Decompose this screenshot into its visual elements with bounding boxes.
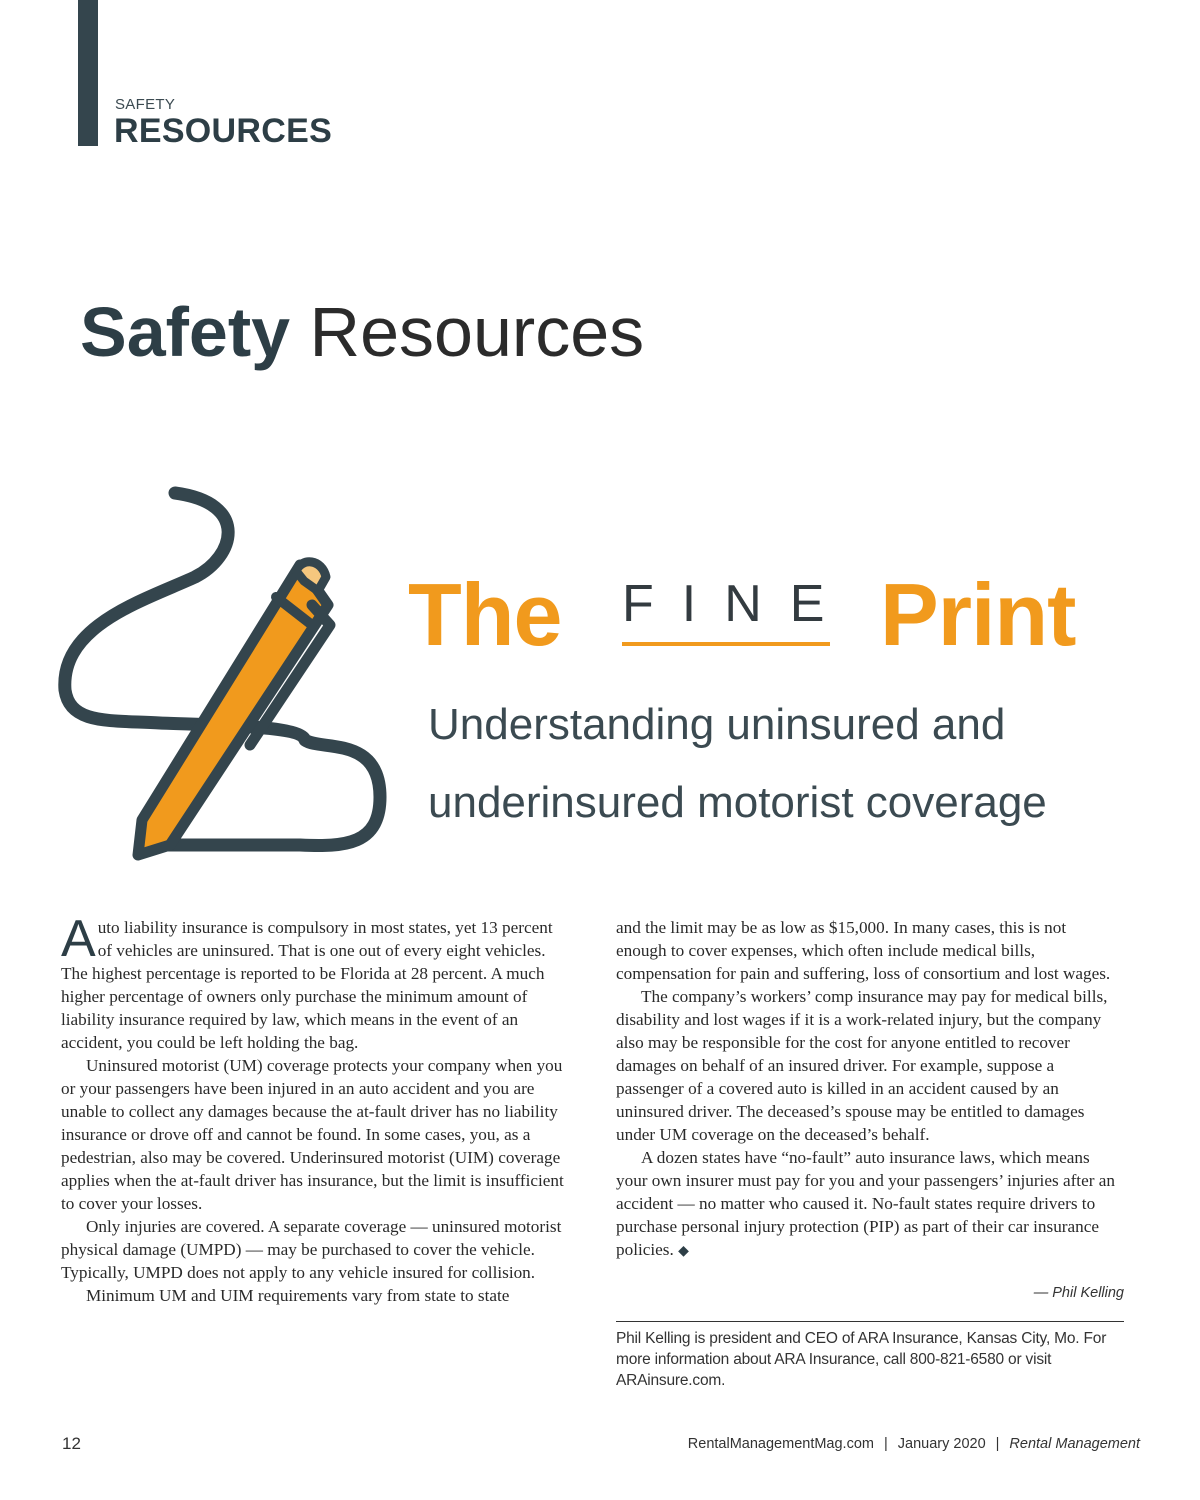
- article-paragraph-3: Only injuries are covered. A separate coverage — uninsured motorist physical damage (UMPD) — may be purchased to cover the vehicle. Typically, UMPD does not apply to any vehicle insured for collision.: [61, 1217, 562, 1282]
- subtitle-line-1: Understanding uninsured and: [428, 700, 1006, 749]
- bio-divider: [616, 1321, 1124, 1322]
- article-paragraph-2: Uninsured motorist (UM) coverage protects your company when you or your passengers have been injured in an auto accident and you are unable to collect any damages because the at-fault driver has no liability insurance or drove off and cannot be found. In some cases, you, as a pedestrian, also may be covered. Underinsured motorist (UIM) coverage applies when the at-fault driver has insurance, but the limit is insufficient to cover your losses.: [61, 1056, 564, 1213]
- section-heading: RESOURCES: [114, 112, 333, 150]
- page-number: 12: [62, 1434, 81, 1453]
- page-title: [80, 292, 644, 372]
- headline-the: The: [408, 565, 562, 664]
- headline: [408, 560, 1128, 670]
- footer-site: RentalManagementMag.com: [687, 1436, 874, 1452]
- page-title-bold: Safety: [80, 293, 291, 371]
- headline-fine-underline: [622, 642, 830, 646]
- article-paragraph-4-start: Minimum UM and UIM requirements vary from state to state: [86, 1286, 510, 1305]
- footer-magazine: Rental Management: [1009, 1436, 1140, 1452]
- article-paragraph-6: [616, 1146, 1121, 1263]
- article-paragraph-4-cont: and the limit may be as low as $15,000. In many cases, this is not enough to cover expenses, which often include medical bills, compensation for pain and suffering, loss of consortium and lost wages.: [616, 918, 1111, 983]
- pencil-signature-icon: [50, 485, 410, 865]
- article-column-right: [616, 916, 1121, 1263]
- page-title-regular: Resources: [290, 293, 645, 371]
- byline: — Phil Kelling: [1033, 1285, 1124, 1301]
- section-kicker: SAFETY: [115, 96, 176, 113]
- paragraph-1-text: uto liability insurance is compulsory in most states, yet 13 percent of vehicles are uninsured. That is one out of every eight vehicles. The highest percentage is reported to be Florida at 28 percent. A much higher percentage of owners only purchase the minimum amount of liability insurance required by law, which means in the event of an accident, you could be left holding the bag.: [61, 918, 553, 1052]
- footer-separator: |: [883, 1436, 888, 1452]
- article-paragraph-5: The company’s workers’ comp insurance may pay for medical bills, disability and lost wages if it is a work-related injury, but the company also may be responsible for the cost for anyone entitled to recover damages on behalf of an insured driver. For example, suppose a passenger of a covered auto is killed in an accident caused by an uninsured driver. The deceased’s spouse may be entitled to damages under UM coverage on the deceased’s behalf.: [616, 987, 1108, 1144]
- headline-print: Print: [880, 565, 1076, 664]
- subtitle: [428, 686, 1148, 842]
- header-accent-bar: [78, 0, 98, 146]
- article-paragraph-1: [61, 910, 566, 1054]
- end-mark-icon: ◆: [678, 1244, 689, 1259]
- author-bio: Phil Kelling is president and CEO of ARA Insurance, Kansas City, Mo. For more information about ARA Insurance, call 800-821-6580 or visit ARAinsure.com.: [616, 1330, 1107, 1389]
- drop-cap: A: [61, 910, 96, 968]
- footer-date: January 2020: [897, 1436, 986, 1452]
- footer-credits: [688, 1436, 1140, 1452]
- article-column-left: [61, 910, 566, 1307]
- paragraph-6-text: A dozen states have “no-fault” auto insurance laws, which means your own insurer must pay for you and your passengers’ injuries after an accident — no matter who caused it. No-fault states require drivers to purchase personal injury protection (PIP) as part of their car insurance policies.: [616, 1148, 1115, 1259]
- headline-fine: FINE: [622, 575, 853, 633]
- footer-separator: |: [995, 1436, 1000, 1452]
- subtitle-line-2: underinsured motorist coverage: [428, 778, 1047, 827]
